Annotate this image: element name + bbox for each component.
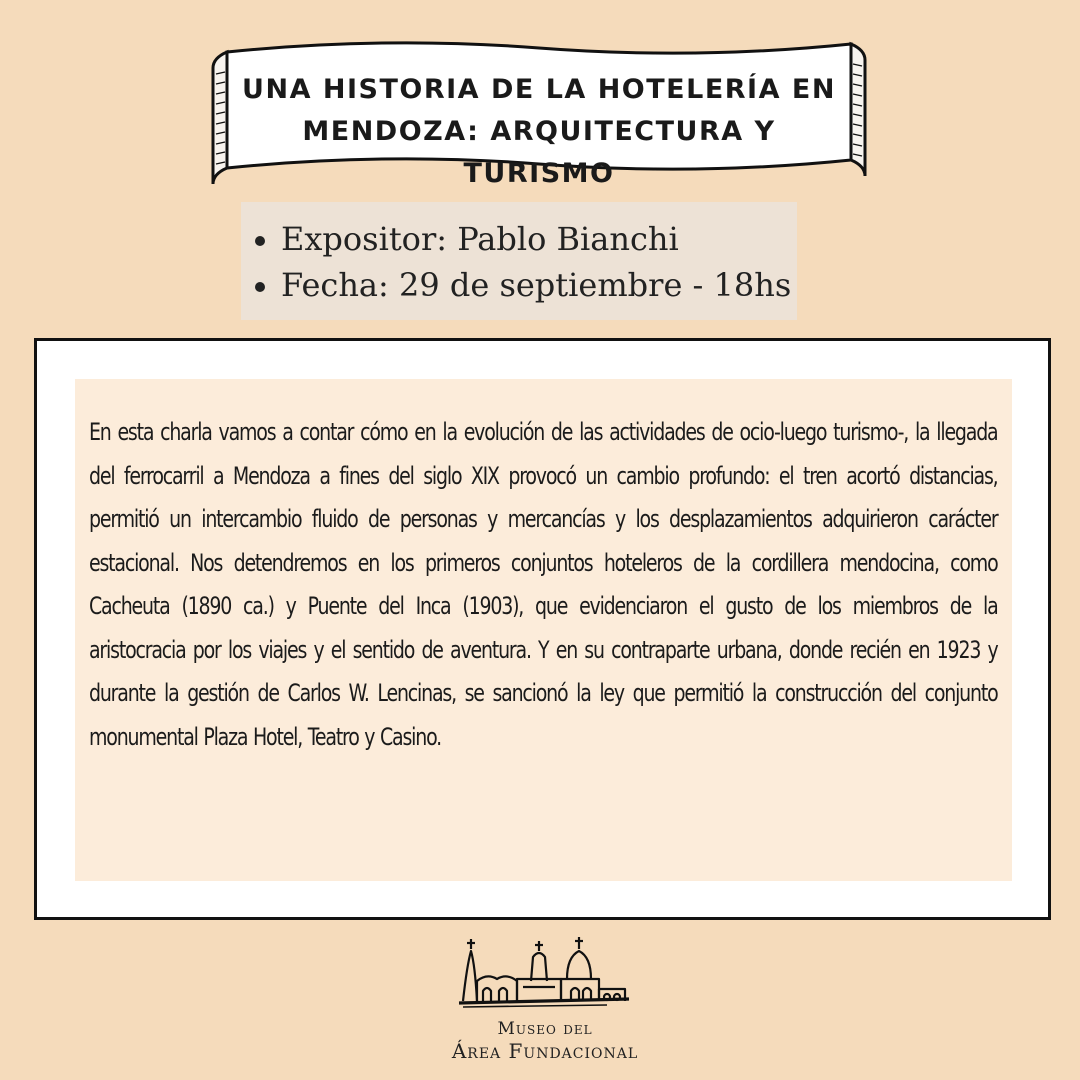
description-panel [34,338,1051,920]
museum-skyline-icon [457,935,633,1015]
date-text: Fecha: 29 de septiembre - 18hs [281,266,792,304]
title-banner [205,34,873,189]
title-line-2: MENDOZA: ARQUITECTURA Y TURISMO [302,116,776,189]
logo-text-line-2: Área Fundacional [451,1039,639,1063]
page-title [235,69,843,195]
speaker-text: Expositor: Pablo Bianchi [281,220,679,258]
title-line-1: UNA HISTORIA DE LA HOTELERÍA EN [242,74,836,105]
speaker-item [255,216,797,262]
date-item [255,262,797,308]
description-text: En esta charla vamos a contar cómo en la evolución de las actividades de ocio-luego turismo-, la llegada del ferrocarril a Mendoza a fines del siglo XIX provocó un cambio profundo: el tren acortó distancias, permitió un intercambio fluido de personas y mercancías y los desplazamientos adquirieron carácter estacional. Nos detendremos en los primeros conjuntos hoteleros de la cordillera mendocina, como Cacheuta (1890 ca.) y Puente del Inca (1903), que evidenciaron el gusto de los miembros de la aristocracia por los viajes y el sentido de aventura. Y en su contraparte urbana, donde recién en 1923 y durante la gestión de Carlos W. Lencinas, se sancionó la ley que permitió la construcción del conjunto monumental Plaza Hotel, Teatro y Casino. [89,418,998,751]
event-info-box [241,202,797,320]
museum-logo [440,935,650,1063]
logo-text-line-1: Museo del [497,1019,593,1039]
bullet-icon [255,236,265,246]
bullet-icon [255,282,265,292]
description-inner [75,379,1012,881]
